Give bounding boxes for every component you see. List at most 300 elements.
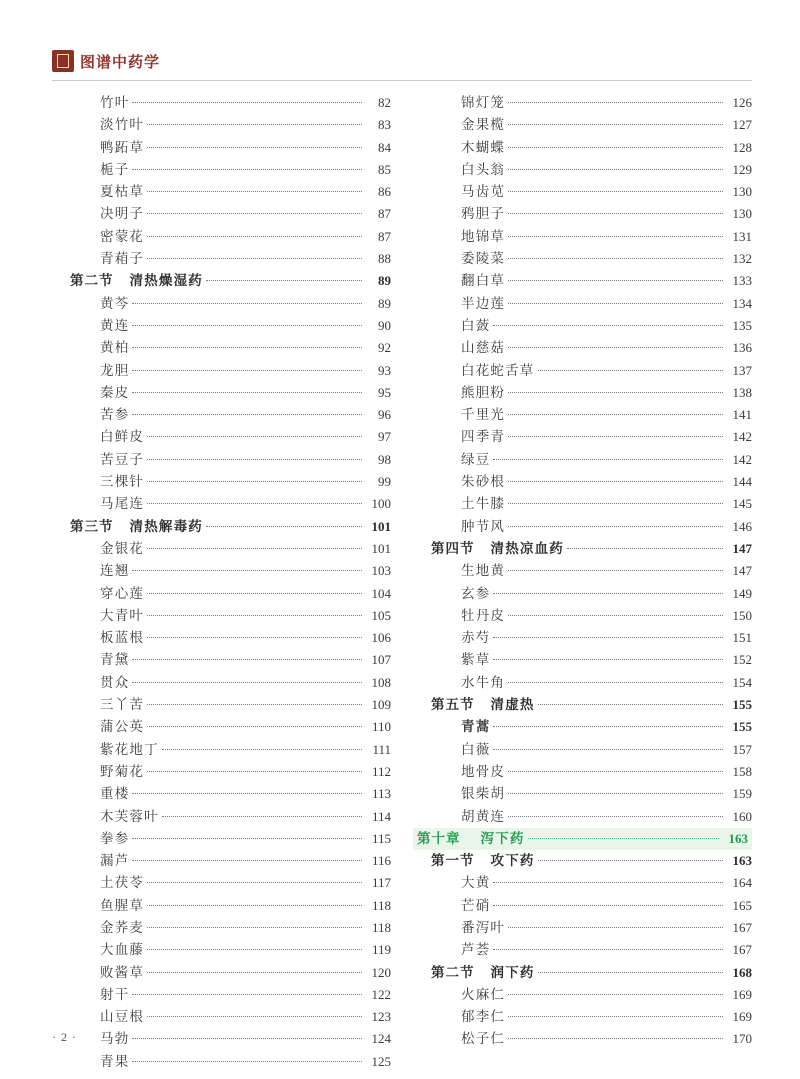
toc-page-number: 126	[732, 95, 752, 110]
toc-leader-dots	[147, 941, 362, 954]
toc-entry-label: 马勃	[100, 1031, 130, 1047]
toc-entry-row[interactable]	[413, 382, 752, 404]
toc-page-number: 118	[371, 919, 391, 935]
toc-page-number: 136	[732, 340, 752, 356]
toc-entry-row[interactable]	[413, 872, 752, 894]
toc-section-title: 清热凉血药	[490, 540, 564, 556]
toc-page-number: 168	[732, 964, 752, 980]
toc-page-number: 165	[732, 897, 752, 913]
toc-section-number: 第二节	[70, 273, 114, 289]
toc-leader-dots	[567, 540, 723, 553]
toc-page-number: 122	[371, 986, 391, 1002]
toc-entry-label: 淡竹叶	[100, 117, 145, 133]
toc-leader-dots	[147, 495, 362, 508]
toc-page-number: 106	[371, 630, 391, 646]
toc-leader-dots	[508, 295, 723, 308]
toc-page-number: 108	[371, 674, 391, 690]
toc-page-number: 88	[378, 251, 391, 267]
toc-leader-dots	[508, 986, 723, 999]
toc-leader-dots	[147, 696, 362, 709]
toc-entry-row[interactable]	[52, 672, 391, 694]
toc-page-number: 124	[371, 1031, 391, 1047]
toc-page-number: 137	[732, 362, 752, 378]
toc-page-number: 115	[371, 830, 391, 846]
toc-entry-label: 败酱草	[100, 964, 145, 980]
toc-page-number: 117	[371, 875, 391, 891]
toc-entry-label: 黄柏	[100, 340, 130, 356]
toc-leader-dots	[508, 183, 723, 196]
toc-leader-dots	[132, 406, 362, 419]
toc-entry-row[interactable]	[413, 493, 752, 515]
toc-entry-row[interactable]	[413, 583, 752, 605]
toc-entry-row[interactable]	[413, 627, 752, 649]
book-logo-icon	[52, 50, 74, 72]
toc-entry-label: 大青叶	[100, 607, 145, 623]
toc-entry-label: 土牛膝	[461, 496, 506, 512]
toc-leader-dots	[508, 428, 723, 441]
toc-entry-row[interactable]	[52, 181, 391, 203]
toc-entry-row[interactable]	[413, 984, 752, 1006]
toc-leader-dots	[132, 1053, 362, 1066]
toc-page-number: 130	[732, 184, 752, 200]
toc-page-number: 141	[732, 407, 752, 423]
toc-entry-row[interactable]	[413, 672, 752, 694]
toc-entry-row[interactable]	[413, 471, 752, 493]
toc-entry-label: 白花蛇舌草	[461, 362, 535, 378]
toc-entry-row[interactable]	[52, 92, 391, 114]
toc-entry-label: 射干	[100, 986, 130, 1002]
toc-leader-dots	[147, 585, 362, 598]
toc-leader-dots	[508, 562, 723, 575]
toc-leader-dots	[132, 852, 362, 865]
toc-entry-label: 翻白草	[461, 273, 506, 289]
toc-leader-dots	[206, 518, 362, 531]
toc-entry-label: 白蔹	[461, 317, 491, 333]
toc-leader-dots	[508, 205, 723, 218]
toc-entry-label: 鸦胆子	[461, 206, 506, 222]
toc-column-right	[413, 92, 752, 1073]
toc-entry-label: 栀子	[100, 161, 130, 177]
toc-chapter-row[interactable]	[413, 828, 752, 850]
toc-entry-row[interactable]	[413, 739, 752, 761]
toc-section-number: 第一节	[431, 853, 475, 869]
toc-page-number: 170	[732, 1031, 752, 1047]
toc-entry-row[interactable]	[52, 895, 391, 917]
toc-section-label	[431, 962, 535, 984]
toc-entry-label: 拳参	[100, 830, 130, 846]
toc-entry-label: 番泻叶	[461, 919, 506, 935]
toc-entry-label: 大黄	[461, 875, 491, 891]
toc-entry-label: 千里光	[461, 407, 506, 423]
toc-leader-dots	[147, 183, 362, 196]
toc-entry-row[interactable]	[413, 226, 752, 248]
toc-entry-row[interactable]	[52, 493, 391, 515]
toc-page-number: 146	[732, 518, 752, 534]
toc-page-number: 158	[732, 763, 752, 779]
toc-entry-label: 白薇	[461, 741, 491, 757]
toc-leader-dots	[132, 362, 362, 375]
toc-entry-label: 黄芩	[100, 295, 130, 311]
toc-leader-dots	[493, 585, 723, 598]
toc-entry-row[interactable]	[52, 984, 391, 1006]
toc-entry-row[interactable]	[52, 293, 391, 315]
toc-leader-dots	[147, 473, 362, 486]
toc-leader-dots	[147, 964, 362, 977]
toc-entry-row[interactable]	[52, 761, 391, 783]
toc-entry-label: 委陵菜	[461, 251, 506, 267]
toc-leader-dots	[538, 964, 723, 977]
toc-leader-dots	[493, 451, 723, 464]
toc-entry-label: 白鲜皮	[100, 429, 145, 445]
toc-page-number: 163	[732, 853, 752, 869]
toc-entry-label: 密蒙花	[100, 228, 145, 244]
toc-leader-dots	[508, 228, 723, 241]
toc-entry-row[interactable]	[52, 337, 391, 359]
toc-leader-dots	[132, 161, 362, 174]
toc-chapter-number: 第十章	[417, 830, 461, 846]
toc-leader-dots	[147, 451, 362, 464]
toc-section-row[interactable]	[413, 962, 752, 984]
toc-entry-label: 地骨皮	[461, 763, 506, 779]
toc-entry-row[interactable]	[52, 382, 391, 404]
toc-section-title: 清热解毒药	[129, 518, 203, 534]
book-title: 图谱中药学	[80, 52, 161, 71]
toc-leader-dots	[508, 1030, 723, 1043]
toc-entry-row[interactable]	[52, 694, 391, 716]
toc-entry-label: 苦参	[100, 407, 130, 423]
toc-entry-row[interactable]	[52, 1028, 391, 1050]
toc-page-number: 167	[732, 919, 752, 935]
toc-entry-row[interactable]	[413, 649, 752, 671]
toc-leader-dots	[508, 518, 723, 531]
toc-leader-dots	[147, 874, 362, 887]
toc-leader-dots	[508, 250, 723, 263]
toc-leader-dots	[132, 317, 362, 330]
page-number: · 2 ·	[52, 1030, 77, 1044]
toc-entry-row[interactable]	[52, 315, 391, 337]
toc-entry-label: 银柴胡	[461, 786, 506, 802]
toc-entry-row[interactable]	[52, 828, 391, 850]
toc-entry-row[interactable]	[52, 939, 391, 961]
toc-entry-row[interactable]	[413, 404, 752, 426]
toc-entry-row[interactable]	[413, 783, 752, 805]
toc-page-number: 127	[732, 117, 752, 133]
toc-entry-row[interactable]	[413, 806, 752, 828]
toc-leader-dots	[508, 808, 723, 821]
toc-entry-label: 胡黄连	[461, 808, 506, 824]
toc-page-number: 169	[732, 986, 752, 1002]
toc-entry-row[interactable]	[413, 248, 752, 270]
toc-entry-row[interactable]	[52, 226, 391, 248]
toc-page-number: 151	[732, 630, 752, 646]
toc-entry-row[interactable]	[52, 449, 391, 471]
toc-entry-row[interactable]	[413, 270, 752, 292]
toc-leader-dots	[508, 272, 723, 285]
toc-entry-row[interactable]	[413, 516, 752, 538]
toc-leader-dots	[132, 339, 362, 352]
toc-entry-label: 穿心莲	[100, 585, 145, 601]
toc-page-number: 167	[732, 942, 752, 958]
toc-page-number: 111	[372, 741, 391, 757]
toc-page-number: 129	[732, 161, 752, 177]
toc-entry-row[interactable]	[52, 850, 391, 872]
toc-leader-dots	[493, 718, 723, 731]
toc-page-number: 159	[732, 786, 752, 802]
toc-leader-dots	[508, 495, 723, 508]
toc-entry-label: 赤芍	[461, 630, 491, 646]
toc-entry-label: 芒硝	[461, 897, 491, 913]
toc-entry-label: 地锦草	[461, 228, 506, 244]
toc-entry-row[interactable]	[52, 159, 391, 181]
toc-page-number: 95	[378, 384, 391, 400]
toc-entry-label: 土茯苓	[100, 875, 145, 891]
toc-entry-row[interactable]	[52, 627, 391, 649]
toc-entry-row[interactable]	[52, 114, 391, 136]
toc-leader-dots	[508, 94, 723, 107]
toc-leader-dots	[508, 161, 723, 174]
toc-entry-row[interactable]	[52, 649, 391, 671]
toc-page-number: 118	[371, 897, 391, 913]
toc-entry-row[interactable]	[413, 360, 752, 382]
toc-entry-row[interactable]	[52, 426, 391, 448]
toc-section-number: 第二节	[431, 964, 475, 980]
toc-entry-row[interactable]	[52, 872, 391, 894]
toc-entry-row[interactable]	[52, 583, 391, 605]
toc-entry-row[interactable]	[413, 315, 752, 337]
toc-entry-row[interactable]	[52, 962, 391, 984]
toc-leader-dots	[162, 741, 362, 754]
toc-leader-dots	[162, 808, 362, 821]
toc-page-number: 169	[732, 1009, 752, 1025]
toc-entry-row[interactable]	[52, 1051, 391, 1073]
toc-entry-row[interactable]	[52, 783, 391, 805]
toc-page-number: 89	[378, 295, 391, 311]
toc-entry-label: 龙胆	[100, 362, 130, 378]
toc-page-number: 144	[732, 474, 752, 490]
toc-entry-label: 牡丹皮	[461, 607, 506, 623]
toc-entry-row[interactable]	[413, 114, 752, 136]
toc-entry-label: 马齿苋	[461, 184, 506, 200]
toc-page-number: 119	[371, 942, 391, 958]
toc-entry-row[interactable]	[52, 605, 391, 627]
toc-entry-row[interactable]	[413, 917, 752, 939]
toc-section-label	[70, 516, 203, 538]
toc-leader-dots	[132, 1030, 362, 1043]
toc-entry-label: 大血藤	[100, 942, 145, 958]
toc-entry-label: 青葙子	[100, 251, 145, 267]
toc-entry-label: 山慈菇	[461, 340, 506, 356]
toc-section-title: 清虚热	[490, 697, 535, 713]
toc-page-number: 89	[378, 273, 391, 289]
toc-page-number: 125	[371, 1053, 391, 1069]
toc-leader-dots	[147, 718, 362, 731]
toc-page-number: 163	[728, 830, 748, 846]
toc-section-label	[70, 270, 203, 292]
toc-entry-row[interactable]	[413, 1028, 752, 1050]
toc-leader-dots	[538, 852, 723, 865]
toc-entry-label: 白头翁	[461, 161, 506, 177]
toc-leader-dots	[508, 1008, 723, 1021]
page-header	[52, 50, 160, 72]
toc-entry-label: 郁李仁	[461, 1009, 506, 1025]
toc-entry-row[interactable]	[52, 137, 391, 159]
toc-leader-dots	[147, 629, 362, 642]
toc-leader-dots	[538, 696, 723, 709]
toc-entry-label: 黄连	[100, 317, 130, 333]
toc-entry-row[interactable]	[52, 739, 391, 761]
toc-entry-label: 秦皮	[100, 384, 130, 400]
toc-leader-dots	[493, 651, 723, 664]
toc-leader-dots	[493, 941, 723, 954]
toc-section-label	[431, 694, 535, 716]
toc-leader-dots	[493, 317, 723, 330]
toc-section-row[interactable]	[52, 270, 391, 292]
toc-page-number: 104	[371, 585, 391, 601]
toc-entry-label: 青果	[100, 1053, 130, 1069]
toc-page-number: 92	[378, 340, 391, 356]
toc-entry-row[interactable]	[52, 248, 391, 270]
toc-leader-dots	[508, 406, 723, 419]
toc-leader-dots	[147, 540, 362, 553]
toc-entry-row[interactable]	[52, 404, 391, 426]
toc-entry-row[interactable]	[413, 181, 752, 203]
toc-leader-dots	[538, 362, 724, 375]
toc-entry-label: 金果榄	[461, 117, 506, 133]
toc-leader-dots	[508, 473, 723, 486]
toc-leader-dots	[493, 874, 723, 887]
toc-leader-dots	[147, 116, 362, 129]
toc-entry-label: 锦灯笼	[461, 95, 506, 110]
toc-entry-label: 山豆根	[100, 1009, 145, 1025]
toc-entry-label: 板蓝根	[100, 630, 145, 646]
toc-leader-dots	[147, 1008, 362, 1021]
toc-section-title: 攻下药	[490, 853, 535, 869]
toc-entry-label: 熊胆粉	[461, 384, 506, 400]
toc-page-number: 105	[371, 607, 391, 623]
toc-page-number: 99	[378, 474, 391, 490]
toc-page-number: 154	[732, 674, 752, 690]
toc-page-number: 109	[371, 697, 391, 713]
toc-entry-label: 青黛	[100, 652, 130, 668]
toc-entry-label: 紫草	[461, 652, 491, 668]
toc-leader-dots	[132, 830, 362, 843]
toc-leader-dots	[508, 763, 723, 776]
toc-page-number: 147	[732, 563, 752, 579]
toc-entry-label: 绿豆	[461, 451, 491, 467]
toc-entry-row[interactable]	[413, 203, 752, 225]
toc-entry-row[interactable]	[413, 605, 752, 627]
toc-entry-label: 重楼	[100, 786, 130, 802]
toc-entry-label: 夏枯草	[100, 184, 145, 200]
toc-leader-dots	[132, 986, 362, 999]
toc-page-number: 112	[371, 763, 391, 779]
toc-page-number: 113	[371, 786, 391, 802]
toc-page-number: 135	[732, 317, 752, 333]
toc-page-number: 145	[732, 496, 752, 512]
toc-entry-label: 苦豆子	[100, 451, 145, 467]
toc-page-number: 82	[378, 95, 391, 110]
toc-leader-dots	[493, 629, 723, 642]
toc-entry-row[interactable]	[52, 917, 391, 939]
toc-page-number: 120	[371, 964, 391, 980]
toc-entry-row[interactable]	[413, 449, 752, 471]
toc-leader-dots	[147, 607, 362, 620]
toc-chapter-label	[413, 828, 525, 850]
toc-page-number: 152	[732, 652, 752, 668]
toc-section-row[interactable]	[413, 850, 752, 872]
toc-page-number: 84	[378, 139, 391, 155]
toc-page-number: 100	[371, 496, 391, 512]
toc-entry-row[interactable]	[52, 716, 391, 738]
toc-entry-row[interactable]	[413, 1006, 752, 1028]
toc-section-number: 第五节	[431, 697, 475, 713]
toc-entry-row[interactable]	[413, 716, 752, 738]
toc-page-number: 93	[378, 362, 391, 378]
toc-entry-row[interactable]	[52, 806, 391, 828]
toc-leader-dots	[508, 339, 723, 352]
toc-entry-row[interactable]	[413, 761, 752, 783]
toc-page-number: 86	[378, 184, 391, 200]
toc-entry-row[interactable]	[413, 426, 752, 448]
toc-leader-dots	[508, 674, 723, 687]
toc-entry-row[interactable]	[52, 538, 391, 560]
toc-section-title: 清热燥湿药	[129, 273, 203, 289]
toc-entry-row[interactable]	[413, 939, 752, 961]
toc-entry-label: 木芙蓉叶	[100, 808, 159, 824]
toc-page-number: 133	[732, 273, 752, 289]
toc-section-row[interactable]	[52, 516, 391, 538]
toc-entry-row[interactable]	[413, 159, 752, 181]
toc-section-row[interactable]	[413, 538, 752, 560]
toc-entry-row[interactable]	[413, 560, 752, 582]
toc-page-number: 97	[378, 429, 391, 445]
toc-section-title: 润下药	[490, 964, 535, 980]
toc-leader-dots	[147, 139, 362, 152]
toc-page-number: 155	[732, 719, 752, 735]
toc-entry-row[interactable]	[52, 471, 391, 493]
toc-section-row[interactable]	[413, 694, 752, 716]
toc-entry-row[interactable]	[413, 895, 752, 917]
toc-entry-row[interactable]	[52, 203, 391, 225]
toc-entry-row[interactable]	[413, 293, 752, 315]
toc-page-number: 150	[732, 607, 752, 623]
toc-leader-dots	[508, 139, 723, 152]
toc-entry-label: 贯众	[100, 674, 130, 690]
toc-entry-label: 连翘	[100, 563, 130, 579]
toc-entry-row[interactable]	[413, 337, 752, 359]
toc-chapter-title: 泻下药	[480, 830, 525, 846]
toc-entry-label: 蒲公英	[100, 719, 145, 735]
toc-leader-dots	[147, 205, 362, 218]
toc-page-number: 107	[371, 652, 391, 668]
toc-page-number: 96	[378, 407, 391, 423]
toc-page-number: 134	[732, 295, 752, 311]
toc-entry-row[interactable]	[413, 137, 752, 159]
toc-entry-row[interactable]	[413, 92, 752, 114]
toc-entry-row[interactable]	[52, 560, 391, 582]
toc-leader-dots	[508, 919, 723, 932]
toc-leader-dots	[493, 897, 723, 910]
toc-page-number: 142	[732, 451, 752, 467]
toc-entry-label: 三棵针	[100, 474, 145, 490]
toc-entry-label: 芦荟	[461, 942, 491, 958]
toc-entry-row[interactable]	[52, 360, 391, 382]
toc-entry-label: 漏芦	[100, 853, 130, 869]
toc-page-number: 103	[371, 563, 391, 579]
toc-entry-label: 水牛角	[461, 674, 506, 690]
toc-page-number: 101	[371, 540, 391, 556]
toc-entry-row[interactable]	[52, 1006, 391, 1028]
